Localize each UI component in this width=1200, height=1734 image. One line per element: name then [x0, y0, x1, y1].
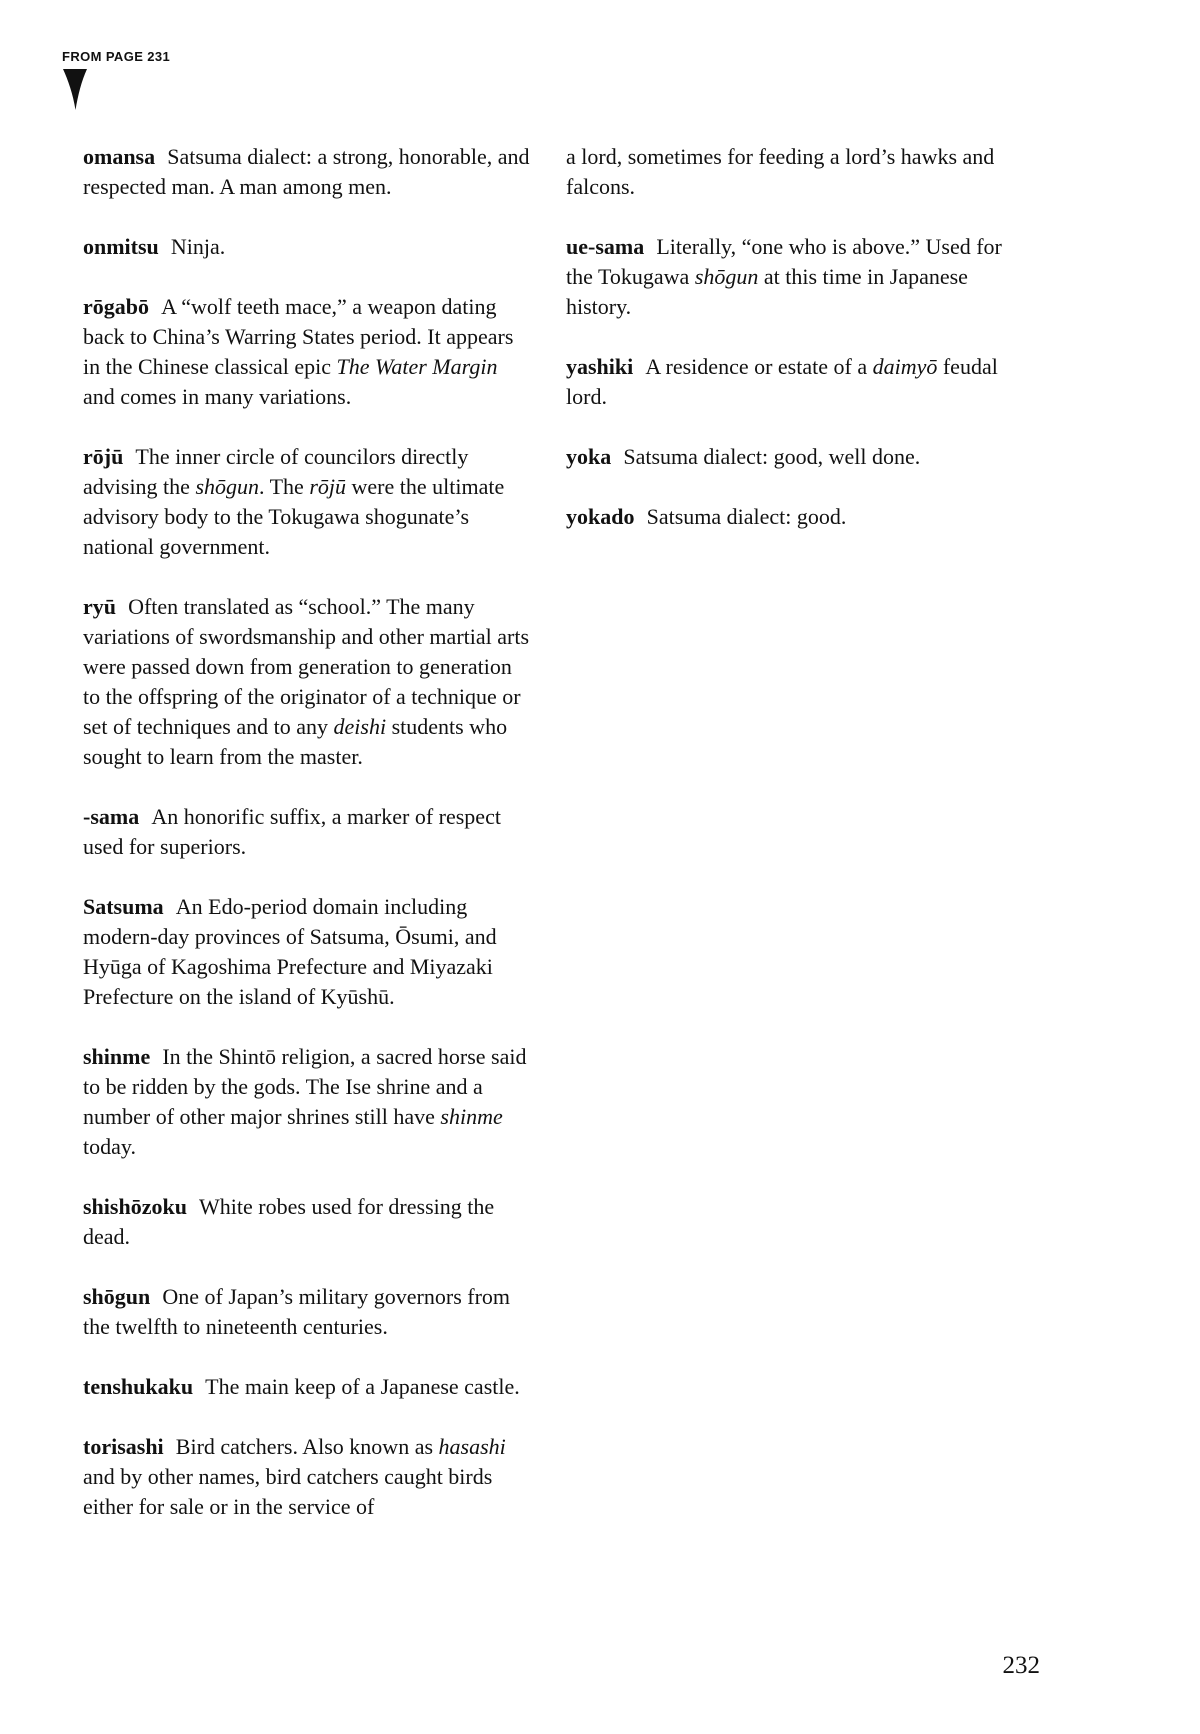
glossary-term: rōjū [83, 444, 124, 469]
definition-text: Satsuma dialect: good, well done. [623, 444, 921, 469]
glossary-entry [566, 232, 1016, 322]
definition-text: Ninja. [170, 234, 226, 259]
continuation-label: FROM PAGE 231 [62, 49, 171, 64]
glossary-definition [83, 594, 529, 769]
definition-text: The inner circle of councilors directly advising the [83, 444, 469, 499]
glossary-entry [566, 502, 1016, 532]
glossary-term: shinme [83, 1044, 151, 1069]
page-number: 232 [1002, 1652, 1040, 1679]
italic-text: daimyō [872, 354, 938, 379]
continuation-arrow-icon [62, 69, 88, 111]
glossary-term: ryū [83, 594, 116, 619]
glossary-term: shōgun [83, 1284, 151, 1309]
glossary-definition [647, 504, 847, 529]
definition-text: Often translated as “school.” The many variations of swordsmanship and other martial arts were passed down from generation to generation to the offspring of the originator of a technique or set of techniques and to any [83, 594, 530, 739]
glossary-entry [83, 1282, 533, 1342]
glossary-entry [566, 442, 1016, 472]
definition-text: The main keep of a Japanese castle. [205, 1374, 520, 1399]
definition-text: . The [259, 474, 310, 499]
definition-text: In the Shintō religion, a sacred horse said to be ridden by the gods. The Ise shrine and a number of other major shrines still have [83, 1044, 527, 1129]
glossary-entry [83, 1372, 533, 1402]
glossary-definition [566, 144, 994, 199]
definition-text: feudal lord. [566, 354, 998, 409]
glossary-term: torisashi [83, 1434, 164, 1459]
glossary-term: omansa [83, 144, 156, 169]
glossary-entry [83, 802, 533, 862]
glossary-term: rōgabō [83, 294, 149, 319]
glossary-term: shishōzoku [83, 1194, 187, 1219]
glossary-entry [566, 352, 1016, 412]
definition-text: Satsuma dialect: a strong, honorable, and respected man. A man among men. [83, 144, 530, 199]
glossary-entry [83, 1042, 533, 1162]
italic-text: shōgun [195, 474, 259, 499]
glossary-entry [83, 142, 533, 202]
glossary-entry [83, 232, 533, 262]
definition-text: at this time in Japanese history. [566, 264, 968, 319]
glossary-definition [83, 804, 501, 859]
definition-text: and by other names, bird catchers caught birds either for sale or in the service of [83, 1464, 493, 1519]
italic-text: rōjū [309, 474, 346, 499]
glossary-term: yoka [566, 444, 612, 469]
glossary-term: tenshukaku [83, 1374, 194, 1399]
italic-text: deishi [333, 714, 387, 739]
italic-text: hasashi [438, 1434, 506, 1459]
glossary-entry [83, 892, 533, 1012]
italic-text: The Water Margin [336, 354, 498, 379]
definition-text: White robes used for dressing the dead. [83, 1194, 495, 1249]
italic-text: shinme [440, 1104, 503, 1129]
definition-text: Literally, “one who is above.” Used for the Tokugawa [566, 234, 1002, 289]
glossary-column-right [566, 142, 1016, 532]
glossary-column-left [83, 142, 533, 1522]
definition-text: Bird catchers. Also known as [175, 1434, 439, 1459]
italic-text: shōgun [694, 264, 759, 289]
definition-text: One of Japan’s military governors from the twelfth to nineteenth centuries. [83, 1284, 511, 1339]
glossary-term: Satsuma [83, 894, 164, 919]
glossary-entry [83, 1432, 533, 1522]
glossary-term: ue-sama [566, 234, 645, 259]
glossary-entry [83, 592, 533, 772]
definition-text: An honorific suffix, a marker of respect used for superiors. [83, 804, 501, 859]
definition-text: A residence or estate of a [645, 354, 873, 379]
definition-text: A “wolf teeth mace,” a weapon dating back to China’s Warring States period. It appears in the Chinese classical epic [83, 294, 514, 379]
glossary-definition [171, 234, 225, 259]
definition-text: Satsuma dialect: good. [646, 504, 847, 529]
glossary-definition [205, 1374, 520, 1399]
definition-text: a lord, sometimes for feeding a lord’s hawks and falcons. [566, 144, 995, 199]
glossary-entry [83, 292, 533, 412]
glossary-term: yashiki [566, 354, 634, 379]
glossary-definition [83, 444, 504, 559]
glossary-entry [83, 1192, 533, 1252]
glossary-entry [566, 142, 1016, 202]
definition-text: today. [83, 1134, 136, 1159]
continuation-header [62, 48, 170, 111]
glossary-definition [623, 444, 920, 469]
definition-text: students who sought to learn from the master. [83, 714, 508, 769]
glossary-term: yokado [566, 504, 635, 529]
glossary-term: onmitsu [83, 234, 159, 259]
glossary-entry [83, 442, 533, 562]
glossary-term: -sama [83, 804, 140, 829]
definition-text: and comes in many variations. [83, 384, 352, 409]
definition-text: An Edo-period domain including modern-day provinces of Satsuma, Ōsumi, and Hyūga of Kagoshima Prefecture and Miyazaki Prefecture on the island of Kyūshū. [83, 894, 497, 1009]
definition-text: were the ultimate advisory body to the Tokugawa shogunate’s national government. [83, 474, 505, 559]
